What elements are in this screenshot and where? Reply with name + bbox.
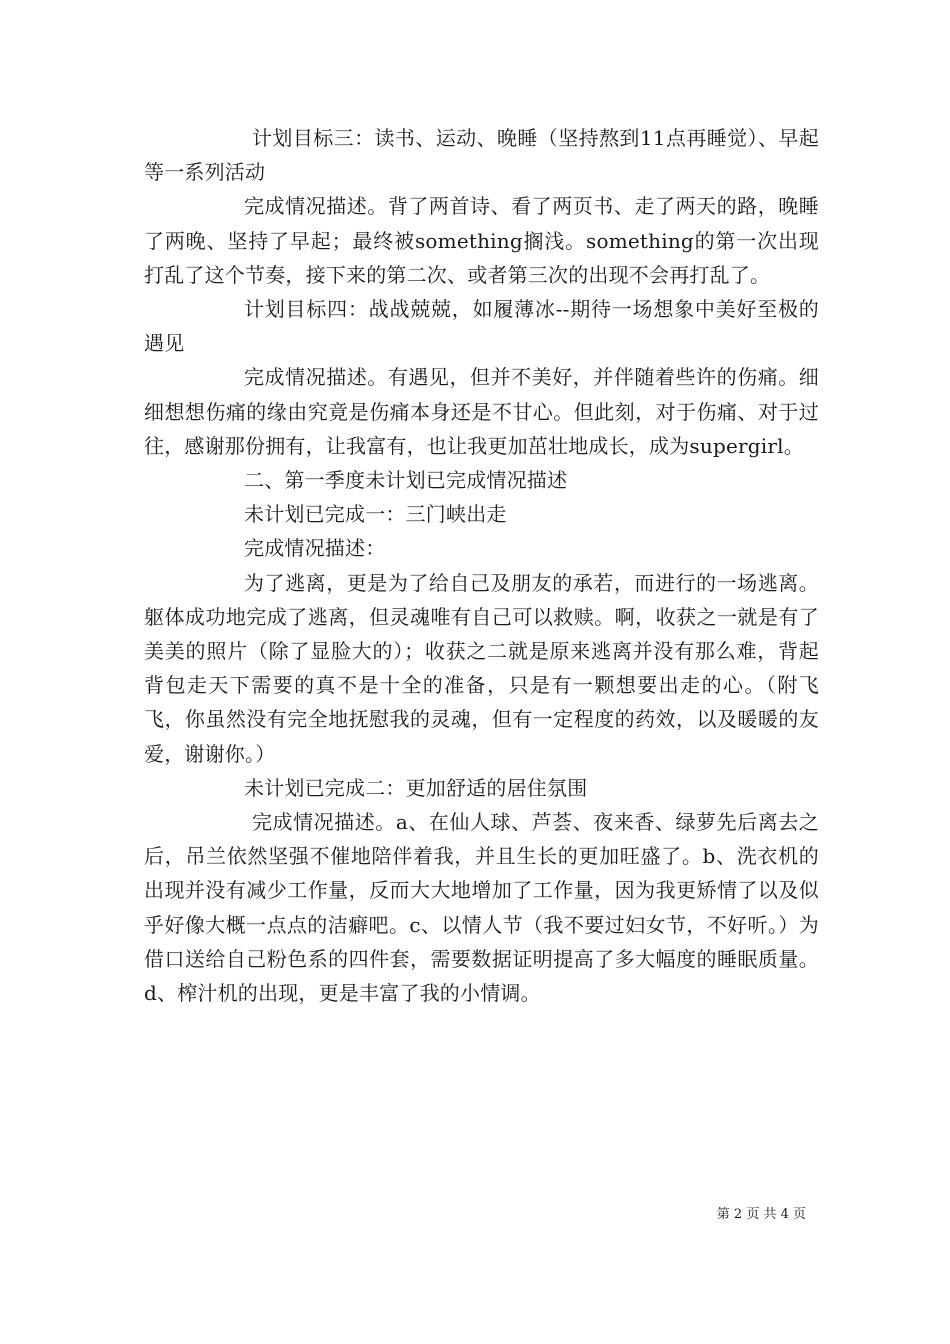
paragraph-unplanned-2-body: 完成情况描述。a、在仙人球、芦荟、夜来香、绿萝先后离去之后，吊兰依然坚强不催地陪伴着我，并且生长的更加旺盛了。b、洗衣机的出现并没有减少工作量，反而大大地增加了工作量，因为我更矫情了以及似乎好像大概一点点的洁癖吧。c、以情人节（我不要过妇女节，不好听。）为借口送给自己粉色系的四件套，需要数据证明提高了多大幅度的睡眠质量。d、榨汁机的出现，更是丰富了我的小情调。: [144, 810, 819, 1006]
paragraph-completion-4: 完成情况描述。有遇见，但并不美好，并伴随着些许的伤痛。细细想想伤痛的缘由究竟是伤痛本身还是不甘心。但此刻，对于伤痛、对于过往，感谢那份拥有，让我富有，也让我更加茁壮地成长，成为supergirl。: [144, 365, 819, 458]
document-body: [144, 121, 819, 1010]
page-number: 第 2 页 共 4 页: [716, 1207, 806, 1222]
paragraph-unplanned-1-body: 为了逃离，更是为了给自己及朋友的承若，而进行的一场逃离。躯体成功地完成了逃离，但灵魂唯有自己可以救赎。啊，收获之一就是有了美美的照片（除了显脸大的）；收获之二就是原来逃离并没有那么难，背起背包走天下需要的真不是十全的准备，只是有一颗想要出走的心。（附飞飞，你虽然没有完全地抚慰我的灵魂，但有一定程度的药效，以及暖暖的友爱，谢谢你。）: [144, 570, 819, 766]
paragraph-completion-label: 完成情况描述：: [244, 536, 386, 561]
paragraph-plan-goal-3: 计划目标三：读书、运动、晚睡（坚持熬到11点再睡觉）、早起等一系列活动: [144, 126, 819, 185]
paragraph-unplanned-2-title: 未计划已完成二：更加舒适的居住氛围: [244, 775, 588, 800]
paragraph-completion-3: 完成情况描述。背了两首诗、看了两页书、走了两天的路，晚睡了两晚、坚持了早起；最终被something搁浅。something的第一次出现打乱了这个节奏，接下来的第二次、或者第三次的出现不会再打乱了。: [144, 194, 819, 287]
section-heading-unplanned: 二、第一季度未计划已完成情况描述: [244, 468, 568, 493]
paragraph-plan-goal-4: 计划目标四：战战兢兢，如履薄冰--期待一场想象中美好至极的遇见: [144, 297, 819, 356]
paragraph-unplanned-1-title: 未计划已完成一：三门峡出走: [244, 502, 507, 527]
